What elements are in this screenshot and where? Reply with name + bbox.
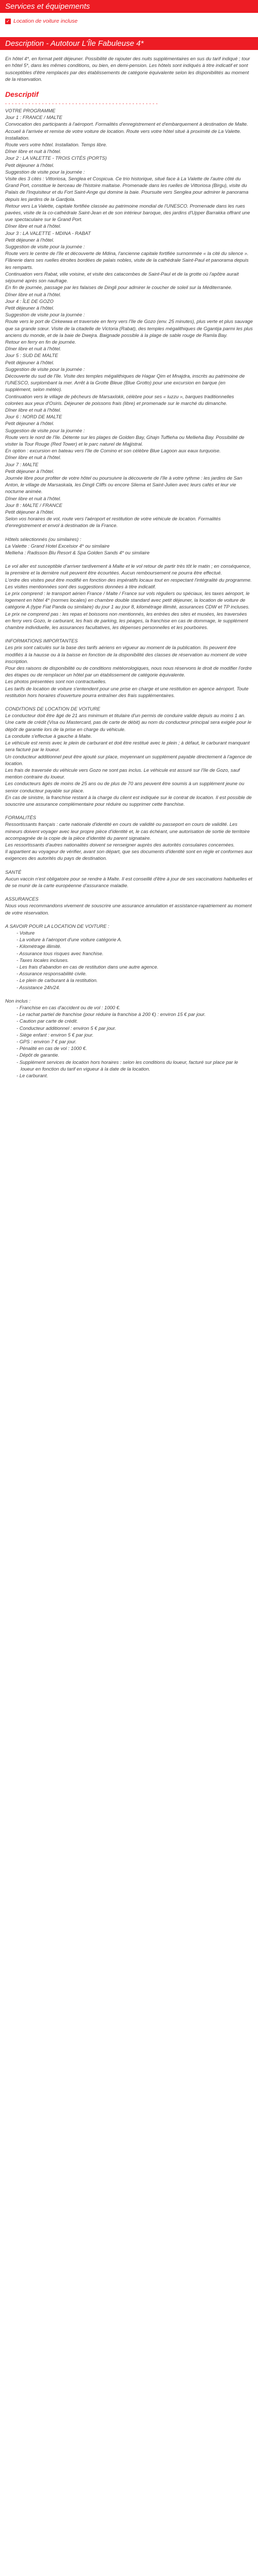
descriptif-line: A SAVOIR POUR LA LOCATION DE VOITURE : bbox=[5, 923, 109, 929]
descriptif-line: - Taxes locales incluses. bbox=[17, 957, 69, 963]
paragraph-gap bbox=[5, 889, 253, 895]
descriptif-line: Retour en ferry en fin de journée. bbox=[5, 338, 76, 345]
descriptif-line: Jour 6 : NORD DE MALTE bbox=[5, 414, 62, 420]
descriptif-line: - Les frais d'abandon en cas de restitution dans une autre agence. bbox=[17, 963, 158, 970]
descriptif-line: - Le carburant. bbox=[17, 1073, 48, 1079]
descriptif-line: Suggestion de visite pour la journée : bbox=[5, 312, 85, 318]
descriptif-divider: - - - - - - - - - - - - - - - - - - - - - - - - - - - - - - - - - - - - - - - - - - - - - - bbox=[5, 101, 158, 107]
descriptif-line: SANTÉ bbox=[5, 869, 22, 875]
descriptif-line: Convocation des participants à l'aéroport. Formalités d'enregistrement et d'embarquement à destination de Malte. bbox=[5, 121, 248, 127]
descriptif-line: Jour 8 : MALTE / FRANCE bbox=[5, 502, 62, 508]
descriptif-line: - Assistance 24h/24. bbox=[17, 984, 60, 990]
descriptif-line: Les frais de traversée du véhicule vers Gozo ne sont pas inclus. Le véhicule est assuré sur l'île de Gozo, sauf mention contraire du loueur. bbox=[5, 767, 240, 780]
location-included-row bbox=[0, 18, 258, 25]
descriptif-line: FORMALITÉS bbox=[5, 815, 36, 821]
descriptif-line: Route vers votre hôtel. Installation. Temps libre. bbox=[5, 142, 107, 148]
descriptif-line: - Supplément services de location hors horaires : selon les conditions du loueur, facturé sur place par le loueur en fonction du tarif en vigueur à la date de la location. bbox=[17, 1059, 238, 1072]
description-banner: Description - Autotour L'Île Fabuleuse 4* bbox=[0, 37, 258, 50]
descriptif-line: Suggestion de visite pour la journée : bbox=[5, 366, 85, 372]
descriptif-line: CONDITIONS DE LOCATION DE VOITURE bbox=[5, 706, 101, 712]
location-included-label: Location de voiture incluse bbox=[13, 18, 78, 24]
descriptif-line: Route vers le centre de l'île et découverte de Mdina, l'ancienne capitale fortifiée surnommée « la cité du silence ». Flânerie dans ses ruelles étroites bordées de palais nobles, visite de la cathédrale Saint-Paul et panorama depuis les remparts. bbox=[5, 250, 249, 270]
descriptif-line: Petit déjeuner à l'hôtel. bbox=[5, 420, 55, 427]
descriptif-line: Route vers le nord de l'île. Détente sur les plages de Golden Bay, Ghajn Tuffieha ou Mellieha Bay. Possibilité de visiter la Tour Rouge (Red Tower) et le parc naturel de Majjistral. bbox=[5, 434, 245, 447]
descriptif-line: Dîner libre et nuit à l'hôtel. bbox=[5, 495, 61, 501]
descriptif-line: Un conducteur additionnel peut être ajouté sur place, moyennant un supplément payable directement à l'agence de location. bbox=[5, 753, 252, 766]
descriptif-body bbox=[0, 107, 258, 1079]
descriptif-line: - Assurance responsabilité civile. bbox=[17, 971, 87, 977]
descriptif-line: - Kilométrage illimité. bbox=[17, 943, 62, 950]
descriptif-line: - Franchise en cas d'accident ou de vol : 1000 €. bbox=[17, 1005, 121, 1010]
paragraph-gap bbox=[5, 529, 253, 536]
descriptif-line: Nous vous recommandons vivement de souscrire une assurance annulation et assistance-rapatriement au moment de votre réservation. bbox=[5, 903, 252, 916]
descriptif-line: Petit déjeuner à l'hôtel. bbox=[5, 304, 55, 311]
descriptif-line: Petit déjeuner à l'hôtel. bbox=[5, 236, 55, 243]
page bbox=[0, 0, 258, 1091]
descriptif-line: - Conducteur additionnel : environ 5 € par jour. bbox=[17, 1025, 116, 1031]
descriptif-line: Route vers le port de Cirkewwa et traversée en ferry vers l'île de Gozo (env. 25 minutes), plus verte et plus sauvage que sa grande sœur. Visite de la citadelle de Victoria (Rabat), des temples mégalithiques de Ggantija parmi les plus anciens du monde, et de la baie de Dwejra. Baignade possible à la plage de sable rouge de Ramla Bay. bbox=[5, 318, 253, 338]
services-banner: Services et équipements bbox=[0, 0, 258, 13]
descriptif-line: Les ressortissants d'autres nationalités doivent se renseigner auprès des autorités consulaires concernées. bbox=[5, 841, 235, 848]
descriptif-line: La conduite s'effectue à gauche à Malte. bbox=[5, 733, 92, 739]
descriptif-line: Jour 1 : FRANCE / MALTE bbox=[5, 114, 62, 121]
descriptif-line: Il appartient au voyageur de vérifier, avant son départ, que ses documents d'identité sont en règle et conformes aux exigences des autorités du pays de destination. bbox=[5, 849, 253, 861]
descriptif-line: Les tarifs de location de voiture s'entendent pour une prise en charge et une restitution en agence aéroport. Toute restitution hors horaires d'ouverture pourra entraîner des frais supplémentaires. bbox=[5, 685, 249, 698]
descriptif-line: Petit déjeuner à l'hôtel. bbox=[5, 468, 55, 474]
descriptif-line: Les prix sont calculés sur la base des tarifs aériens en vigueur au moment de la publication. Ils peuvent être modifiés à la hausse ou à la baisse en fonction de la disponibilité des classes de réservation au moment de votre inscription. bbox=[5, 645, 247, 664]
descriptif-line: Mellieha : Radisson Blu Resort & Spa Golden Sands 4* ou similaire bbox=[5, 550, 150, 556]
descriptif-line: Dîner libre et nuit à l'hôtel. bbox=[5, 291, 61, 297]
descriptif-line: L'ordre des visites peut être modifié en fonction des impératifs locaux tout en respectant l'intégralité du programme. Les visites mentionnées sont des suggestions données à titre indicatif. bbox=[5, 577, 252, 589]
descriptif-line: Dîner libre et nuit à l'hôtel. bbox=[5, 406, 61, 413]
descriptif-line: Dîner libre et nuit à l'hôtel. bbox=[5, 346, 61, 352]
intro-text: En hôtel 4*, en format petit déjeuner. Possibilité de rajouter des nuits supplémentaires en sus du tarif indiqué ; tour en hôtel 5*, dans les mêmes conditions, ou bien, en demi-pension. Les hôtels sont indiqués à titre indicatif et sont susceptibles d'être remplacés par des établissements de catégorie équivalente selon les disponibilités au moment de la réservation. bbox=[5, 56, 250, 82]
descriptif-line: Dîner libre et nuit à l'hôtel. bbox=[5, 454, 61, 461]
descriptif-line: En cas de sinistre, la franchise restant à la charge du client est indiquée sur le contrat de location. Il est possible de souscrire une assurance complémentaire pour réduire ou supprimer cette franchise. bbox=[5, 794, 252, 807]
descriptif-line: Petit déjeuner à l'hôtel. bbox=[5, 509, 55, 515]
descriptif-line: - GPS : environ 7 € par jour. bbox=[17, 1039, 77, 1045]
descriptif-line: INFORMATIONS IMPORTANTES bbox=[5, 638, 78, 644]
descriptif-line: - Le rachat partiel de franchise (pour réduire la franchise à 200 €) : environ 15 € par jour. bbox=[17, 1011, 206, 1018]
paragraph-gap bbox=[5, 631, 253, 637]
paragraph-gap bbox=[5, 699, 253, 705]
descriptif-line: Jour 5 : SUD DE MALTE bbox=[5, 352, 58, 359]
descriptif-line: Le conducteur doit être âgé de 21 ans minimum et titulaire d'un permis de conduire valide depuis au moins 1 an. Une carte de crédit (Visa ou Mastercard, pas de carte de débit) au nom du conducteur principal sera exigée pour le dépôt de garantie lors de la prise en charge du véhicule. bbox=[5, 713, 252, 732]
descriptif-line: En fin de journée, passage par les falaises de Dingli pour admirer le coucher de soleil sur la Méditerranée. bbox=[5, 284, 233, 291]
descriptif-line: Aucun vaccin n'est obligatoire pour se rendre à Malte. Il est conseillé d'être à jour de ses vaccinations habituelles et de se munir de la carte européenne d'assurance maladie. bbox=[5, 875, 252, 888]
descriptif-line: Pour des raisons de disponibilité ou de conditions météorologiques, nous nous réservons le droit de modifier l'ordre des étapes ou de remplacer un hôtel par un établissement de catégorie équivalente. bbox=[5, 665, 252, 678]
descriptif-line: - Pénalité en cas de vol : 1000 €. bbox=[17, 1045, 87, 1052]
descriptif-line: Les conducteurs âgés de moins de 25 ans ou de plus de 70 ans peuvent être soumis à un supplément jeune ou senior conducteur payable sur place. bbox=[5, 781, 245, 793]
descriptif-line: Visite des 3 cités : Vittoriosa, Senglea et Cospicua. Ce trio historique, situé face à La Valette de l'autre côté du Grand Port, constitue le berceau de l'histoire maltaise. Promenade dans les ruelles de Vittoriosa (Birgu), visite du Palais de l'Inquisiteur et du Fort Saint-Ange qui domine la baie. Poursuite vers Senglea pour admirer le panorama depuis les jardins de la Gardjola. bbox=[5, 176, 249, 202]
descriptif-line: Hôtels sélectionnés (ou similaires) : bbox=[5, 536, 82, 542]
descriptif-line: Jour 4 : ÎLE DE GOZO bbox=[5, 298, 54, 304]
descriptif-line: ASSURANCES bbox=[5, 896, 39, 902]
check-icon: ✓ bbox=[6, 19, 10, 24]
descriptif-line: Le prix ne comprend pas : les repas et boissons non mentionnés, les entrées des sites et musées, les traversées en ferry vers Gozo, le carburant, les frais de parking, les péages, la franchise en cas de dommage, le supplément chambre individuelle, les assurances facultatives, les dépenses personnelles et les pourboires. bbox=[5, 611, 248, 631]
paragraph-gap bbox=[5, 807, 253, 814]
descriptif-line: Le prix comprend : le transport aérien France / Malte / France sur vols réguliers ou spéciaux, les taxes aéroport, le logement en hôtel 4* (normes locales) en chambre double standard avec petit déjeuner, la location de voiture de catégorie A (type Fiat Panda ou similaire) du jour 1 au jour 8, kilométrage illimité, assurances CDW et TP incluses. bbox=[5, 590, 250, 610]
descriptif-line: Dîner libre et nuit à l'hôtel. bbox=[5, 148, 61, 155]
descriptif-line: - Voiture bbox=[17, 929, 35, 936]
descriptif-line: - La voiture à l'aéroport d'une voiture catégorie A. bbox=[17, 937, 122, 943]
descriptif-line: Suggestion de visite pour la journée : bbox=[5, 168, 85, 175]
descriptif-line: VOTRE PROGRAMME bbox=[5, 108, 56, 114]
descriptif-line: Jour 2 : LA VALETTE - TROIS CITÉS (PORTS) bbox=[5, 155, 107, 161]
descriptif-line: - Le plein de carburant à la restitution. bbox=[17, 977, 98, 984]
descriptif-line: Jour 7 : MALTE bbox=[5, 461, 39, 467]
descriptif-line: Jour 3 : LA VALETTE - MDINA - RABAT bbox=[5, 230, 91, 236]
descriptif-line: Accueil à l'arrivée et remise de votre voiture de location. Route vers votre hôtel situé à proximité de La Valette. Installation. bbox=[5, 128, 241, 141]
descriptif-line: Les photos présentées sont non contractuelles. bbox=[5, 679, 107, 685]
descriptif-line: Selon vos horaires de vol, route vers l'aéroport et restitution de votre véhicule de location. Formalités d'enregistrement et envol à destination de la France. bbox=[5, 516, 221, 529]
descriptif-line: - Assurance tous risques avec franchise. bbox=[17, 950, 104, 956]
descriptif-line: La Valette : Grand Hotel Excelsior 4* ou similaire bbox=[5, 543, 110, 549]
descriptif-line: Suggestion de visite pour la journée : bbox=[5, 244, 85, 250]
paragraph-gap bbox=[5, 991, 253, 997]
descriptif-line: Dîner libre et nuit à l'hôtel. bbox=[5, 223, 61, 229]
paragraph-gap bbox=[5, 862, 253, 869]
descriptif-line: Journée libre pour profiter de votre hôtel ou poursuivre la découverte de l'île à votre rythme : les jardins de San Anton, le village de Marsaskala, les Dingli Cliffs ou encore Sliema et Saint-Julien avec leurs cafés et leur vie nocturne animée. bbox=[5, 474, 243, 495]
descriptif-line: Découverte du sud de l'île. Visite des temples mégalithiques de Hagar Qim et Mnajdra, inscrits au patrimoine de l'UNESCO, surplombant la mer. Arrêt à la Grotte Bleue (Blue Grotto) pour une excursion en barque (en supplément, selon météo). bbox=[5, 372, 245, 393]
descriptif-line: En option : excursion en bateau vers l'île de Comino et son célèbre Blue Lagoon aux eaux turquoise. bbox=[5, 448, 221, 454]
descriptif-line: Petit déjeuner à l'hôtel. bbox=[5, 162, 55, 168]
paragraph-gap bbox=[5, 556, 253, 563]
descriptif-line: Le véhicule est remis avec le plein de carburant et doit être restitué avec le plein ; à défaut, le carburant manquant sera facturé par le loueur. bbox=[5, 740, 250, 753]
descriptif-line: Continuation vers Rabat, ville voisine, et visite des catacombes de Saint-Paul et de la grotte où l'apôtre aurait séjourné après son naufrage. bbox=[5, 270, 239, 284]
descriptif-title: Descriptif bbox=[5, 90, 39, 99]
descriptif-line: Retour vers La Valette, capitale fortifiée classée au patrimoine mondial de l'UNESCO. Promenade dans les rues pavées, visite de la co-cathédrale Saint-Jean et de son intérieur baroque, des jardins d'Upper Barrakka offrant une vue spectaculaire sur le Grand Port. bbox=[5, 202, 250, 223]
descriptif-line: Le vol aller est susceptible d'arriver tardivement à Malte et le vol retour de partir très tôt le matin ; en conséquence, la première et la dernière nuit peuvent être écourtées. Aucun remboursement ne pourra être effectué. bbox=[5, 563, 251, 576]
descriptif-line: Petit déjeuner à l'hôtel. bbox=[5, 359, 55, 365]
descriptif-line: - Caution par carte de crédit. bbox=[17, 1018, 78, 1024]
descriptif-line: Non inclus : bbox=[5, 997, 30, 1004]
descriptif-line: Continuation vers le village de pêcheurs de Marsaxlokk, célèbre pour ses « luzzu », barques traditionnelles colorées aux yeux d'Osiris. Déjeuner de poissons frais (libre) et promenade sur le marché du dimanche. bbox=[5, 393, 234, 406]
descriptif-line: Suggestion de visite pour la journée : bbox=[5, 427, 85, 433]
descriptif-line: Ressortissants français : carte nationale d'identité en cours de validité ou passeport en cours de validité. Les mineurs doivent voyager avec leur propre pièce d'identité et, le cas échéant, une autorisation de sortie de territoire accompagnée de la copie de la pièce d'identité du parent signataire. bbox=[5, 821, 250, 841]
descriptif-line: - Dépôt de garantie. bbox=[17, 1052, 59, 1058]
paragraph-gap bbox=[5, 916, 253, 923]
descriptif-line: - Siège enfant : environ 5 € par jour. bbox=[17, 1031, 94, 1038]
